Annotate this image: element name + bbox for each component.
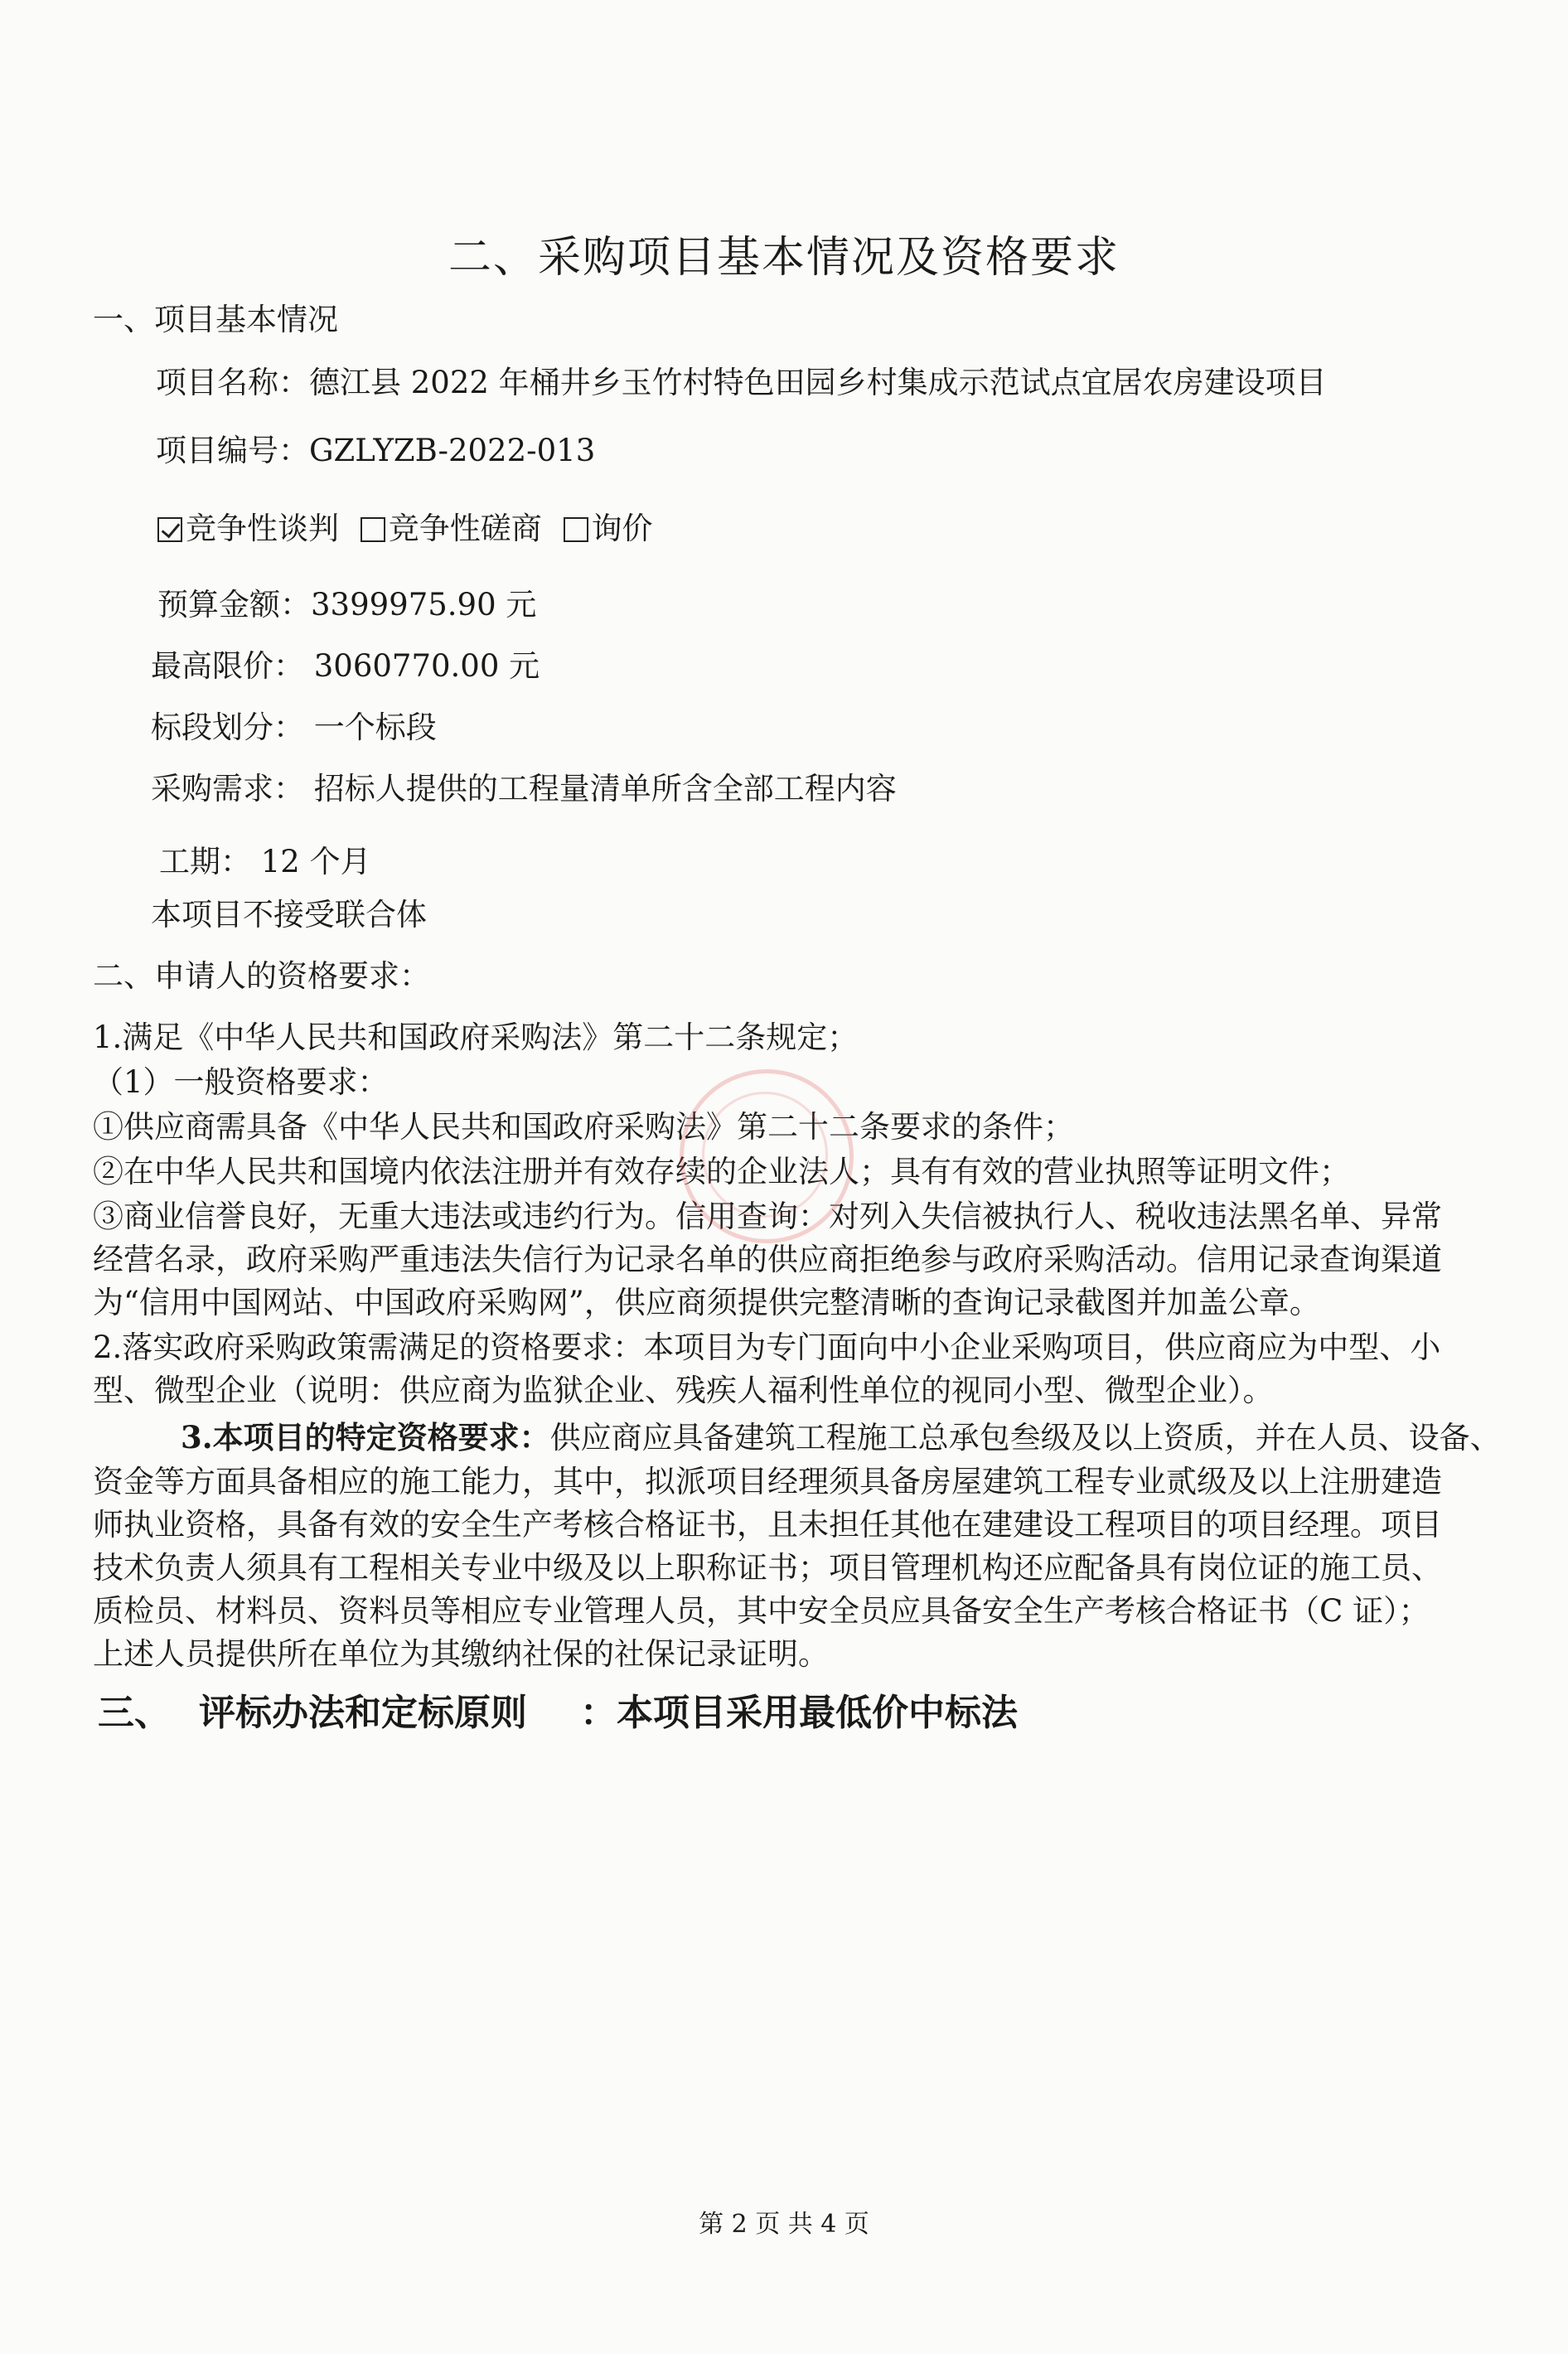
condition-2: ②在中华人民共和国境内依法注册并有效存续的企业法人；具有有效的营业执照等证明文件；	[93, 1154, 1350, 1189]
max-price: 最高限价： 3060770.00 元	[151, 648, 540, 684]
requirement-3-label: 3.本项目的特定资格要求：	[181, 1419, 550, 1456]
section2-heading: 二、申请人的资格要求：	[93, 958, 430, 994]
requirement-3-line3: 师执业资格，具备有效的安全生产考核合格证书，且未担任其他在建建设工程项目的项目经理。项目	[93, 1507, 1442, 1543]
requirement-3-text: 供应商应具备建筑工程施工总承包叁级及以上资质，并在人员、设备、	[549, 1420, 1501, 1456]
condition-3-line2: 经营名录，政府采购严重违法失信行为记录名单的供应商拒绝参与政府采购活动。信用记录查询渠道	[93, 1242, 1442, 1277]
requirement-3-line2: 资金等方面具备相应的施工能力，其中，拟派项目经理须具备房屋建筑工程专业贰级及以上注册建造	[93, 1464, 1442, 1499]
section3-number: 三、	[98, 1692, 171, 1734]
project-name: 项目名称：德江县 2022 年桶井乡玉竹村特色田园乡村集成示范试点宜居农房建设项目	[156, 365, 1327, 400]
method-consultation: 竞争性磋商	[388, 511, 542, 546]
construction-period: 工期： 12 个月	[159, 844, 371, 879]
checkbox-empty-icon	[361, 517, 385, 542]
page-title: 二、采购项目基本情况及资格要求	[448, 233, 1120, 283]
condition-3-line1: ③商业信誉良好，无重大违法或违约行为。信用查询：对列入失信被执行人、税收违法黑名单、异常	[93, 1199, 1442, 1234]
page-footer: 第 2 页 共 4 页	[699, 2210, 869, 2239]
section3-content: ：本项目采用最低价中标法	[580, 1692, 1018, 1734]
budget-amount: 预算金额：3399975.90 元	[157, 587, 537, 622]
section1-heading: 一、项目基本情况	[93, 302, 338, 337]
requirement-3-line4: 技术负责人须具有工程相关专业中级及以上职称证书；项目管理机构还应配备具有岗位证的施工员、	[93, 1550, 1442, 1586]
consortium-note: 本项目不接受联合体	[151, 897, 427, 932]
checkbox-empty-icon	[564, 517, 588, 542]
project-number: 项目编号：GZLYZB-2022-013	[156, 433, 596, 468]
requirement-3-line1	[181, 1417, 1501, 1458]
procurement-methods	[157, 509, 653, 549]
section3-heading: 评标办法和定标原则	[199, 1692, 527, 1734]
official-seal-stamp	[680, 1069, 854, 1243]
requirement-3-line5: 质检员、材料员、资料员等相应专业管理人员，其中安全员应具备安全生产考核合格证书（C 证）；	[93, 1593, 1430, 1629]
requirement-1: 1.满足《中华人民共和国政府采购法》第二十二条规定；	[93, 1020, 859, 1055]
method-negotiation: 竞争性谈判	[186, 511, 339, 546]
checkbox-checked-icon	[157, 517, 182, 542]
lot-division: 标段划分： 一个标段	[151, 710, 437, 745]
condition-1: ①供应商需具备《中华人民共和国政府采购法》第二十二条要求的条件；	[93, 1109, 1074, 1145]
requirement-2-line1: 2.落实政府采购政策需满足的资格要求：本项目为专门面向中小企业采购项目，供应商应为中型、小	[93, 1330, 1441, 1365]
condition-3-line3: 为“信用中国网站、中国政府采购网”，供应商须提供完整清晰的查询记录截图并加盖公章。	[93, 1285, 1320, 1320]
method-inquiry: 询价	[591, 511, 653, 546]
requirement-1a: （1）一般资格要求：	[93, 1064, 389, 1100]
requirement-2-line2: 型、微型企业（说明：供应商为监狱企业、残疾人福利性单位的视同小型、微型企业）。	[93, 1373, 1274, 1408]
procurement-demand: 采购需求： 招标人提供的工程量清单所含全部工程内容	[151, 771, 897, 806]
requirement-3-line6: 上述人员提供所在单位为其缴纳社保的社保记录证明。	[93, 1636, 829, 1672]
